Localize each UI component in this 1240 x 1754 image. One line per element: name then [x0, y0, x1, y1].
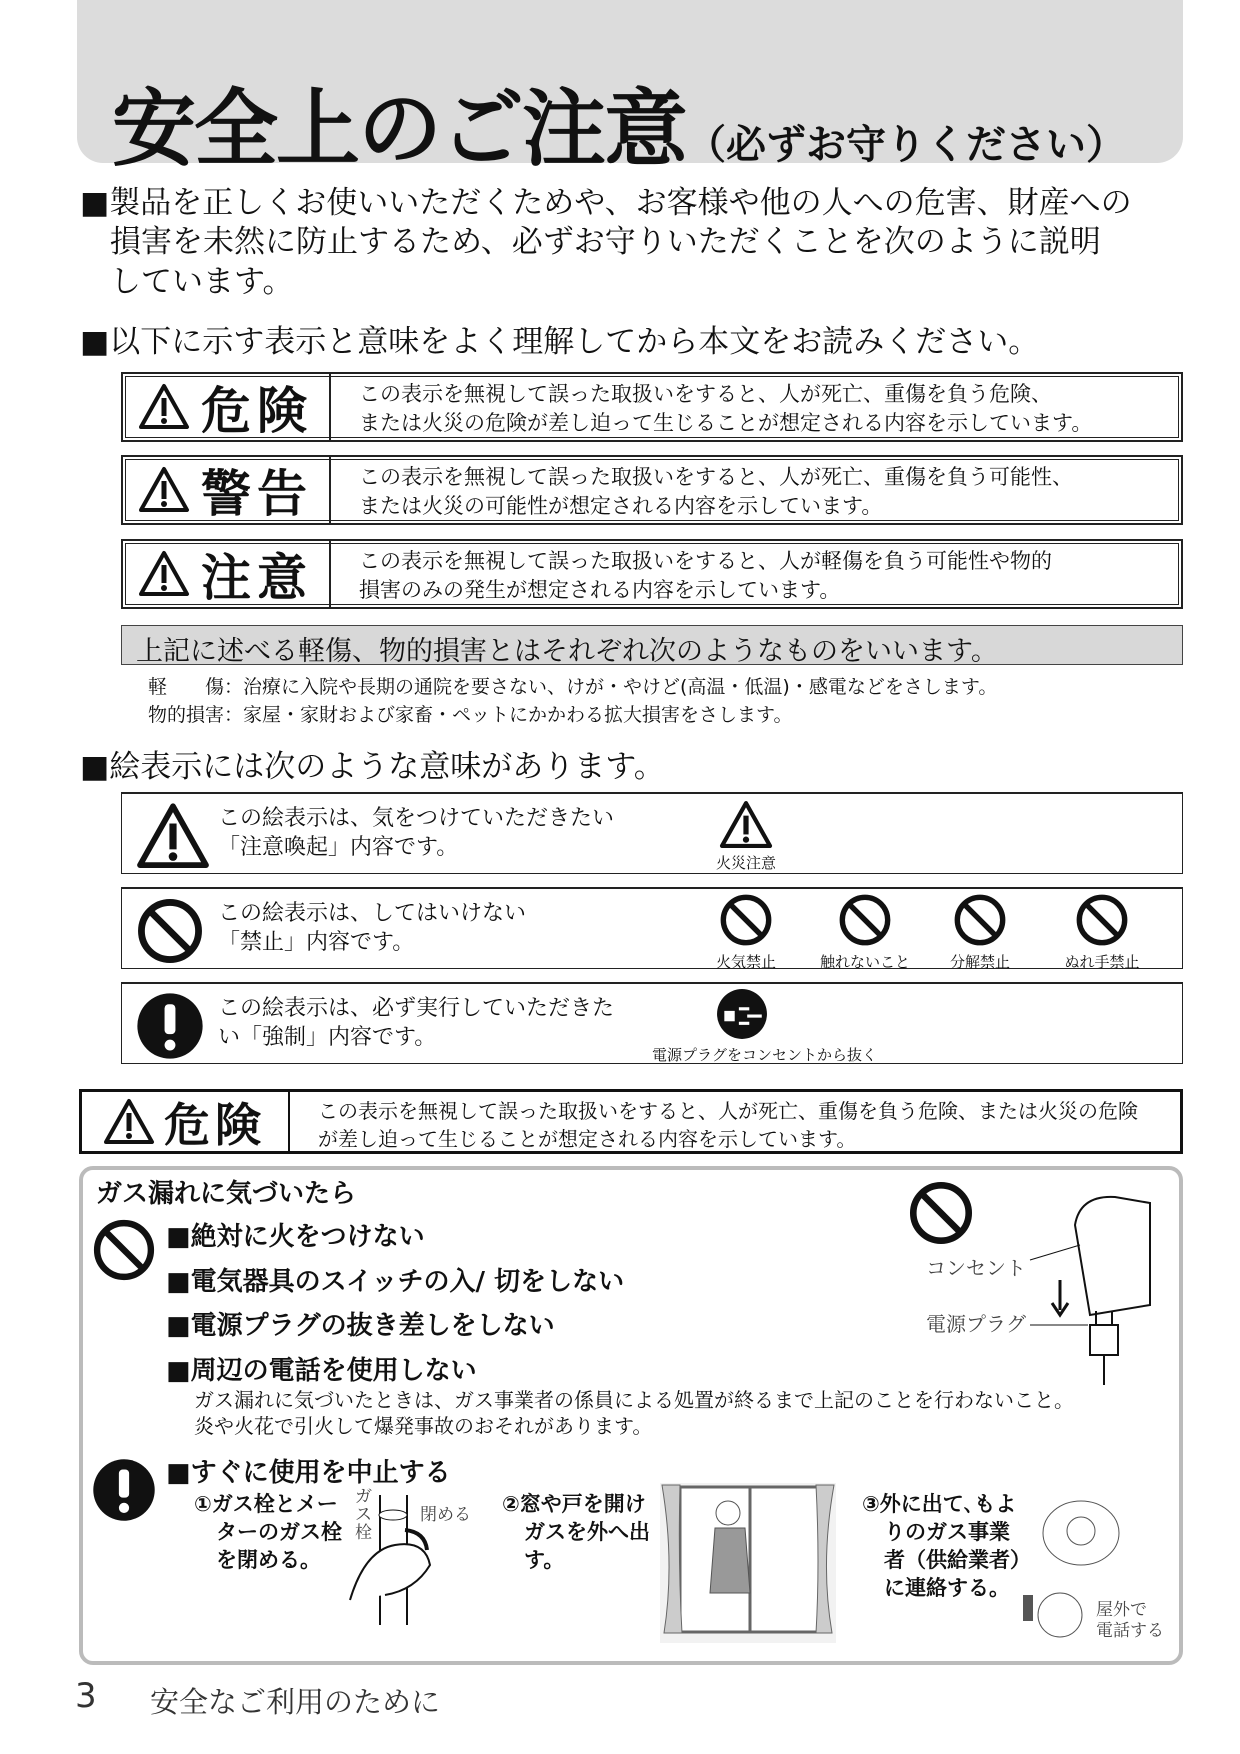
step-text: 者（供給業者）: [884, 1548, 1031, 1572]
symbol-label: 触れないこと: [819, 953, 910, 971]
definition-minor-injury: [148, 672, 997, 699]
symbol-label: 火気禁止: [715, 953, 776, 971]
pictogram-text: 「禁止」内容です。: [218, 930, 415, 955]
intro-line: しています。: [110, 264, 294, 300]
no-disassembly-symbol: [940, 893, 1020, 972]
signal-text: または火災の危険が差し迫って生じることが想定される内容を示しています。: [359, 411, 1093, 435]
step-2: [502, 1490, 650, 1574]
plug-label: 電源プラグ: [926, 1312, 1026, 1336]
symbol-label: ぬれ手禁止: [1064, 953, 1140, 971]
danger-box: [79, 1089, 1183, 1154]
definition-text: ：家屋・家財および家畜・ペットにかかわる拡大損害をさします。: [224, 704, 793, 726]
step-text: に連絡する。: [884, 1576, 1010, 1600]
signal-danger: [121, 372, 1183, 442]
close-label: 閉める: [420, 1505, 471, 1525]
intro-line: ■製品を正しくお使いいただくためや、お客様や他の人への危害、財産への: [80, 185, 1132, 221]
warning-icon: [139, 550, 191, 598]
step-text: りのガス事業: [884, 1520, 1010, 1544]
prohibition-icon: [136, 897, 204, 965]
valve-hand-illustration: [345, 1487, 455, 1630]
stop-use-heading: ■すぐに使用を中止する: [166, 1458, 451, 1488]
pictogram-caution-box: [121, 792, 1183, 874]
danger-label: 危険: [164, 1097, 266, 1152]
outlet-label: コンセント: [926, 1256, 1026, 1280]
definition-band: 上記に述べる軽傷、物的損害とはそれぞれ次のようなものをいいます。: [121, 625, 1183, 665]
danger-text: この表示を無視して誤った取扱いをすると、人が死亡、重傷を負う危険、または火災の危険: [318, 1099, 1138, 1123]
no-disassembly-icon: [953, 893, 1007, 947]
signal-label: 危険: [201, 382, 313, 440]
pictogram-mandatory-box: [121, 982, 1183, 1064]
pictogram-text: この絵表示は、気をつけていただきたい: [218, 806, 615, 831]
signal-caution: [121, 539, 1183, 609]
warning-icon: [139, 383, 191, 431]
section-footer: 安全なご利用のために: [150, 1685, 441, 1719]
symbol-label: 分解禁止: [949, 953, 1010, 971]
signal-label: 警告: [201, 465, 313, 523]
no-fire-icon: [719, 893, 773, 947]
fire-caution-symbol: [706, 800, 786, 873]
warning-icon: [139, 466, 191, 514]
page-title: [112, 62, 1126, 183]
pictogram-text: い「強制」内容です。: [218, 1025, 437, 1050]
step-text: す。: [524, 1548, 565, 1572]
mandatory-icon: [136, 992, 204, 1060]
prohibition-icon: [908, 1180, 974, 1246]
definition-property-damage: [148, 700, 793, 727]
signal-label: 注意: [201, 549, 313, 607]
gas-note: 炎や火花で引火して爆発事故のおそれがあります。: [194, 1414, 653, 1438]
mandatory-icon: [92, 1458, 156, 1522]
fire-caution-icon: [719, 800, 773, 848]
step-text: ②窓や戸を開け: [502, 1492, 646, 1516]
signal-warning: [121, 455, 1183, 525]
warning-icon: [104, 1098, 156, 1146]
pictogram-text: 「注意喚起」内容です。: [218, 835, 459, 860]
unplug-icon: [716, 988, 768, 1040]
gas-rule: ■電気器具のスイッチの入/ 切をしない: [166, 1267, 625, 1297]
definition-term: 軽 傷: [148, 676, 225, 698]
step-1: [194, 1490, 342, 1574]
title-sub: （必ずお守りください）: [686, 122, 1127, 168]
gas-rule: ■電源プラグの抜き差しをしない: [166, 1311, 555, 1341]
phone-label-line: 電話する: [1096, 1621, 1164, 1641]
no-wet-hands-icon: [1075, 893, 1129, 947]
definition-text: ：治療に入院や長期の通院を要さない、けが・やけど(高温・低温)・感電などをさします。: [224, 676, 998, 698]
title-main: 安全上のご注意: [112, 80, 687, 178]
pictogram-heading: ■絵表示には次のような意味があります。: [80, 749, 665, 785]
signal-text: 損害のみの発生が想定される内容を示しています。: [359, 578, 841, 602]
no-touch-icon: [838, 893, 892, 947]
symbol-label: 電源プラグをコンセントから抜く: [652, 1046, 878, 1064]
danger-text: が差し迫って生じることが想定される内容を示しています。: [318, 1127, 857, 1151]
step-text: を閉める。: [216, 1548, 321, 1572]
no-fire-symbol: [706, 893, 786, 972]
symbol-label: 火災注意: [715, 854, 776, 872]
step-3: [862, 1490, 1031, 1602]
unplug-symbol: [652, 988, 878, 1065]
intro-line: 損害を未然に防止するため、必ずお守りいただくことを次のように説明: [110, 224, 1101, 260]
signal-text: この表示を無視して誤った取扱いをすると、人が死亡、重傷を負う可能性、: [359, 465, 1073, 489]
no-touch-symbol: [810, 893, 920, 972]
pictogram-text: この絵表示は、してはいけない: [218, 901, 527, 926]
pictogram-text: この絵表示は、必ず実行していただきた: [218, 996, 615, 1021]
gas-rule: ■周辺の電話を使用しない: [166, 1356, 477, 1386]
gas-title: ガス漏れに気づいたら: [96, 1179, 357, 1209]
no-wet-hands-symbol: [1057, 893, 1147, 972]
signal-text: この表示を無視して誤った取扱いをすると、人が軽傷を負う可能性や物的: [359, 549, 1052, 573]
gas-rule: ■絶対に火をつけない: [166, 1222, 425, 1252]
definition-term: 物的損害: [148, 704, 225, 726]
step-text: ①ガス栓とメー: [194, 1492, 338, 1516]
page-number: 3: [75, 1676, 97, 1716]
no-fire-icon: [92, 1218, 156, 1282]
phone-outdoor-label: [1096, 1600, 1164, 1642]
step-text: ターのガス栓: [216, 1520, 342, 1544]
signal-text: この表示を無視して誤った取扱いをすると、人が死亡、重傷を負う危険、: [359, 382, 1052, 406]
gas-note: ガス漏れに気づいたときは、ガス事業者の係員による処置が終るまで上記のことを行わないこと。: [194, 1388, 1074, 1412]
step-text: ガスを外へ出: [524, 1520, 650, 1544]
caution-triangle-icon: [136, 802, 210, 868]
outlet-plug-illustration: [1020, 1185, 1160, 1385]
signal-heading: ■以下に示す表示と意味をよく理解してから本文をお読みください。: [80, 324, 1040, 360]
valve-label: ガス栓: [355, 1487, 372, 1543]
open-window-illustration: [660, 1483, 836, 1643]
signal-text: または火災の可能性が想定される内容を示しています。: [359, 494, 883, 518]
pictogram-prohibition-box: [121, 887, 1183, 969]
step-text: ③外に出て､もよ: [862, 1492, 1017, 1516]
phone-label-line: 屋外で: [1096, 1600, 1147, 1620]
